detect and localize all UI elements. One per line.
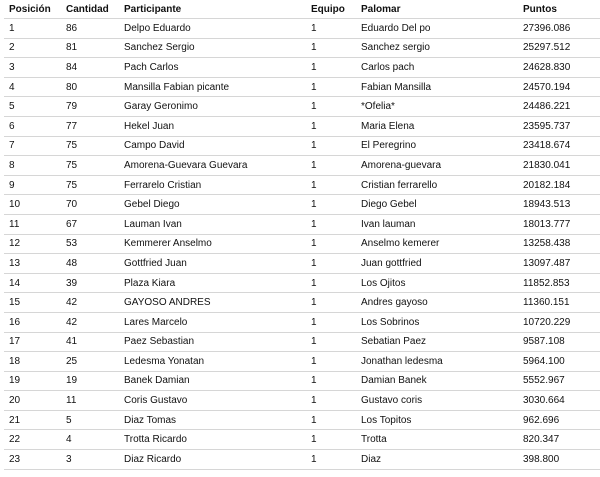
cell-participante: Pach Carlos [119, 58, 306, 78]
cell-palomar: Los Sobrinos [356, 312, 518, 332]
cell-participante: Trotta Ricardo [119, 430, 306, 450]
cell-equipo: 1 [306, 312, 356, 332]
cell-posicion: 15 [4, 293, 61, 313]
cell-posicion: 21 [4, 410, 61, 430]
cell-cantidad: 75 [61, 175, 119, 195]
cell-cantidad: 5 [61, 410, 119, 430]
cell-palomar: Damian Banek [356, 371, 518, 391]
cell-cantidad: 48 [61, 254, 119, 274]
cell-participante: Kemmerer Anselmo [119, 234, 306, 254]
cell-cantidad: 70 [61, 195, 119, 215]
cell-puntos: 13097.487 [518, 254, 600, 274]
cell-participante: GAYOSO ANDRES [119, 293, 306, 313]
cell-cantidad: 80 [61, 77, 119, 97]
cell-participante: Plaza Kiara [119, 273, 306, 293]
cell-equipo: 1 [306, 156, 356, 176]
cell-participante: Amorena-Guevara Guevara [119, 156, 306, 176]
table-row [4, 58, 600, 78]
cell-palomar: Eduardo Del po [356, 19, 518, 39]
table-row [4, 156, 600, 176]
cell-cantidad: 4 [61, 430, 119, 450]
table-row [4, 352, 600, 372]
cell-palomar: Andres gayoso [356, 293, 518, 313]
cell-palomar: Diego Gebel [356, 195, 518, 215]
table-row [4, 97, 600, 117]
cell-participante: Paez Sebastian [119, 332, 306, 352]
cell-puntos: 18013.777 [518, 214, 600, 234]
cell-puntos: 962.696 [518, 410, 600, 430]
cell-equipo: 1 [306, 391, 356, 411]
header-puntos: Puntos [518, 0, 600, 19]
table-header-row [4, 0, 600, 19]
cell-cantidad: 42 [61, 312, 119, 332]
cell-participante: Banek Damian [119, 371, 306, 391]
cell-posicion: 19 [4, 371, 61, 391]
cell-equipo: 1 [306, 410, 356, 430]
cell-posicion: 13 [4, 254, 61, 274]
cell-cantidad: 84 [61, 58, 119, 78]
cell-posicion: 12 [4, 234, 61, 254]
cell-cantidad: 41 [61, 332, 119, 352]
cell-puntos: 5964.100 [518, 352, 600, 372]
cell-participante: Gebel Diego [119, 195, 306, 215]
cell-cantidad: 75 [61, 156, 119, 176]
cell-posicion: 9 [4, 175, 61, 195]
table-row [4, 430, 600, 450]
cell-equipo: 1 [306, 352, 356, 372]
cell-cantidad: 3 [61, 450, 119, 470]
table-row [4, 332, 600, 352]
cell-puntos: 18943.513 [518, 195, 600, 215]
cell-posicion: 11 [4, 214, 61, 234]
cell-palomar: Los Ojitos [356, 273, 518, 293]
cell-posicion: 20 [4, 391, 61, 411]
cell-palomar: Maria Elena [356, 116, 518, 136]
cell-posicion: 14 [4, 273, 61, 293]
cell-equipo: 1 [306, 175, 356, 195]
cell-participante: Mansilla Fabian picante [119, 77, 306, 97]
cell-participante: Lauman Ivan [119, 214, 306, 234]
cell-cantidad: 67 [61, 214, 119, 234]
header-palomar: Palomar [356, 0, 518, 19]
cell-cantidad: 79 [61, 97, 119, 117]
cell-participante: Ledesma Yonatan [119, 352, 306, 372]
cell-palomar: *Ofelia* [356, 97, 518, 117]
cell-cantidad: 19 [61, 371, 119, 391]
table-row [4, 175, 600, 195]
cell-puntos: 24628.830 [518, 58, 600, 78]
cell-palomar: Cristian ferrarello [356, 175, 518, 195]
cell-palomar: Anselmo kemerer [356, 234, 518, 254]
cell-equipo: 1 [306, 450, 356, 470]
table-row [4, 312, 600, 332]
cell-equipo: 1 [306, 195, 356, 215]
table-row [4, 391, 600, 411]
cell-participante: Ferrarelo Cristian [119, 175, 306, 195]
cell-puntos: 21830.041 [518, 156, 600, 176]
cell-puntos: 10720.229 [518, 312, 600, 332]
cell-posicion: 5 [4, 97, 61, 117]
table-row [4, 371, 600, 391]
table-row [4, 136, 600, 156]
cell-posicion: 23 [4, 450, 61, 470]
cell-puntos: 820.347 [518, 430, 600, 450]
cell-puntos: 398.800 [518, 450, 600, 470]
cell-equipo: 1 [306, 77, 356, 97]
cell-cantidad: 86 [61, 19, 119, 39]
cell-cantidad: 81 [61, 38, 119, 58]
cell-posicion: 22 [4, 430, 61, 450]
cell-palomar: Amorena-guevara [356, 156, 518, 176]
cell-equipo: 1 [306, 273, 356, 293]
cell-posicion: 8 [4, 156, 61, 176]
table-row [4, 116, 600, 136]
cell-participante: Diaz Tomas [119, 410, 306, 430]
table-row [4, 410, 600, 430]
cell-puntos: 24486.221 [518, 97, 600, 117]
ranking-table [4, 0, 600, 470]
cell-puntos: 11852.853 [518, 273, 600, 293]
cell-puntos: 9587.108 [518, 332, 600, 352]
cell-palomar: Carlos pach [356, 58, 518, 78]
header-equipo: Equipo [306, 0, 356, 19]
table-row [4, 38, 600, 58]
cell-posicion: 1 [4, 19, 61, 39]
cell-equipo: 1 [306, 254, 356, 274]
cell-puntos: 5552.967 [518, 371, 600, 391]
table-row [4, 195, 600, 215]
table-row [4, 450, 600, 470]
cell-posicion: 16 [4, 312, 61, 332]
cell-puntos: 24570.194 [518, 77, 600, 97]
header-cantidad: Cantidad [61, 0, 119, 19]
cell-palomar: Diaz [356, 450, 518, 470]
cell-palomar: Juan gottfried [356, 254, 518, 274]
table-row [4, 293, 600, 313]
cell-posicion: 7 [4, 136, 61, 156]
cell-puntos: 3030.664 [518, 391, 600, 411]
cell-equipo: 1 [306, 234, 356, 254]
cell-puntos: 27396.086 [518, 19, 600, 39]
cell-participante: Coris Gustavo [119, 391, 306, 411]
cell-participante: Campo David [119, 136, 306, 156]
cell-palomar: Ivan lauman [356, 214, 518, 234]
cell-palomar: Los Topitos [356, 410, 518, 430]
cell-puntos: 23418.674 [518, 136, 600, 156]
header-posicion: Posición [4, 0, 61, 19]
cell-participante: Diaz Ricardo [119, 450, 306, 470]
cell-palomar: Sebatian Paez [356, 332, 518, 352]
cell-puntos: 25297.512 [518, 38, 600, 58]
table-row [4, 77, 600, 97]
cell-equipo: 1 [306, 371, 356, 391]
cell-participante: Lares Marcelo [119, 312, 306, 332]
cell-participante: Garay Geronimo [119, 97, 306, 117]
cell-palomar: Gustavo coris [356, 391, 518, 411]
cell-posicion: 17 [4, 332, 61, 352]
cell-participante: Hekel Juan [119, 116, 306, 136]
cell-participante: Gottfried Juan [119, 254, 306, 274]
cell-cantidad: 42 [61, 293, 119, 313]
cell-posicion: 18 [4, 352, 61, 372]
cell-puntos: 11360.151 [518, 293, 600, 313]
cell-palomar: Trotta [356, 430, 518, 450]
table-row [4, 234, 600, 254]
cell-cantidad: 11 [61, 391, 119, 411]
cell-palomar: Sanchez sergio [356, 38, 518, 58]
cell-posicion: 2 [4, 38, 61, 58]
cell-cantidad: 39 [61, 273, 119, 293]
cell-posicion: 3 [4, 58, 61, 78]
cell-cantidad: 77 [61, 116, 119, 136]
cell-equipo: 1 [306, 97, 356, 117]
cell-posicion: 10 [4, 195, 61, 215]
cell-equipo: 1 [306, 293, 356, 313]
header-participante: Participante [119, 0, 306, 19]
cell-puntos: 13258.438 [518, 234, 600, 254]
cell-equipo: 1 [306, 19, 356, 39]
table-row [4, 254, 600, 274]
cell-palomar: El Peregrino [356, 136, 518, 156]
cell-puntos: 23595.737 [518, 116, 600, 136]
cell-cantidad: 75 [61, 136, 119, 156]
cell-cantidad: 25 [61, 352, 119, 372]
table-row [4, 19, 600, 39]
cell-palomar: Fabian Mansilla [356, 77, 518, 97]
cell-equipo: 1 [306, 430, 356, 450]
table-row [4, 273, 600, 293]
cell-equipo: 1 [306, 332, 356, 352]
cell-participante: Delpo Eduardo [119, 19, 306, 39]
cell-posicion: 6 [4, 116, 61, 136]
cell-equipo: 1 [306, 38, 356, 58]
cell-equipo: 1 [306, 136, 356, 156]
cell-cantidad: 53 [61, 234, 119, 254]
cell-puntos: 20182.184 [518, 175, 600, 195]
table-row [4, 214, 600, 234]
cell-palomar: Jonathan ledesma [356, 352, 518, 372]
cell-equipo: 1 [306, 214, 356, 234]
cell-posicion: 4 [4, 77, 61, 97]
cell-participante: Sanchez Sergio [119, 38, 306, 58]
cell-equipo: 1 [306, 116, 356, 136]
cell-equipo: 1 [306, 58, 356, 78]
